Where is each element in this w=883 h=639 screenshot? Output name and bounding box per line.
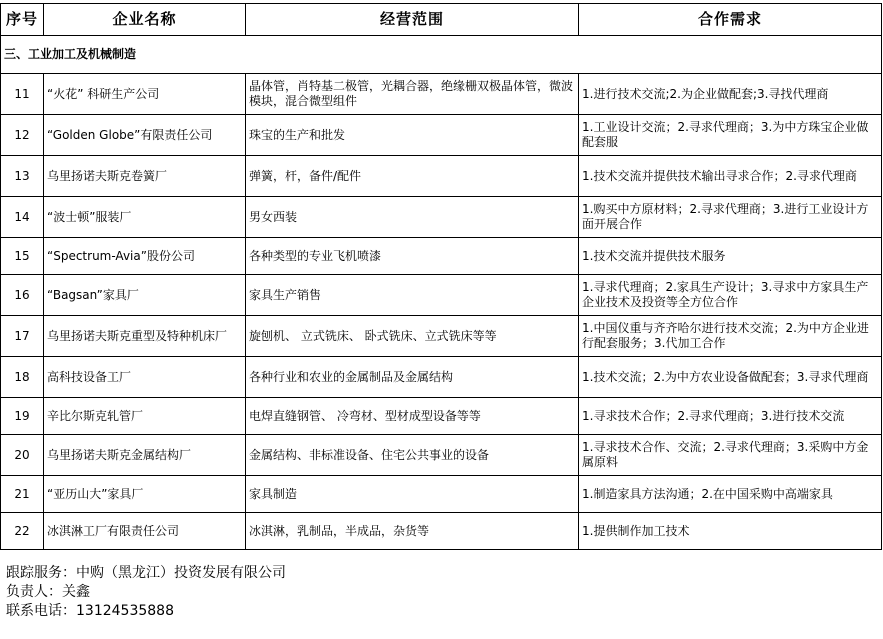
cell-seq[interactable]: 17 (1, 316, 44, 357)
cell-scope[interactable]: 各种类型的专业飞机喷漆 (246, 238, 579, 275)
footer-service[interactable]: 跟踪服务：中购（黑龙江）投资发展有限公司 (6, 565, 286, 581)
cell-seq[interactable]: 11 (1, 74, 44, 115)
table-row (1, 513, 882, 550)
cell-seq[interactable]: 14 (1, 197, 44, 238)
cell-needs[interactable]: 1.寻求技术合作、交流；2.寻求代理商；3.采购中方金属原料 (579, 435, 882, 476)
cell-scope[interactable]: 旋刨机、 立式铣床、 卧式铣床、立式铣床等等 (246, 316, 579, 357)
table-row (1, 74, 882, 115)
cell-company[interactable]: 乌里扬诺夫斯克金属结构厂 (44, 435, 246, 476)
cell-seq[interactable]: 19 (1, 398, 44, 435)
section-row (1, 36, 882, 74)
cell-company[interactable]: “火花” 科研生产公司 (44, 74, 246, 115)
cell-company[interactable]: 乌里扬诺夫斯克重型及特种机床厂 (44, 316, 246, 357)
table-row (1, 115, 882, 156)
cell-scope[interactable]: 男女西装 (246, 197, 579, 238)
cell-company[interactable]: “亚历山大”家具厂 (44, 476, 246, 513)
cell-seq[interactable]: 13 (1, 156, 44, 197)
cell-needs[interactable]: 1.进行技术交流;2.为企业做配套;3.寻找代理商 (579, 74, 882, 115)
cell-needs[interactable]: 1.技术交流并提供技术输出寻求合作；2.寻求代理商 (579, 156, 882, 197)
table-row (1, 238, 882, 275)
header-seq[interactable]: 序号 (1, 4, 44, 36)
cell-company[interactable]: “Spectrum-Avia”股份公司 (44, 238, 246, 275)
header-needs[interactable]: 合作需求 (579, 4, 882, 36)
cell-needs[interactable]: 1.技术交流并提供技术服务 (579, 238, 882, 275)
cell-seq[interactable]: 21 (1, 476, 44, 513)
cell-needs[interactable]: 1.技术交流；2.为中方农业设备做配套；3.寻求代理商 (579, 357, 882, 398)
header-scope[interactable]: 经营范围 (246, 4, 579, 36)
cell-seq[interactable]: 15 (1, 238, 44, 275)
cell-seq[interactable]: 16 (1, 275, 44, 316)
table-row (1, 156, 882, 197)
cell-seq[interactable]: 20 (1, 435, 44, 476)
header-row (1, 4, 882, 36)
cell-scope[interactable]: 电焊直缝钢管、 冷弯材、型材成型设备等等 (246, 398, 579, 435)
table-row (1, 476, 882, 513)
cell-needs[interactable]: 1.制造家具方法沟通；2.在中国采购中高端家具 (579, 476, 882, 513)
cell-needs[interactable]: 1.中国仪重与齐齐哈尔进行技术交流；2.为中方企业进行配套服务；3.代加工合作 (579, 316, 882, 357)
cell-needs[interactable]: 1.提供制作加工技术 (579, 513, 882, 550)
company-table (0, 3, 882, 550)
cell-company[interactable]: 高科技设备工厂 (44, 357, 246, 398)
footer-contact-person[interactable]: 负责人：关鑫 (6, 584, 90, 600)
cell-needs[interactable]: 1.寻求技术合作；2.寻求代理商；3.进行技术交流 (579, 398, 882, 435)
cell-scope[interactable]: 弹簧，杆，备件/配件 (246, 156, 579, 197)
cell-scope[interactable]: 珠宝的生产和批发 (246, 115, 579, 156)
cell-company[interactable]: “Bagsan”家具厂 (44, 275, 246, 316)
cell-seq[interactable]: 18 (1, 357, 44, 398)
cell-scope[interactable]: 家具制造 (246, 476, 579, 513)
table-row (1, 435, 882, 476)
table-row (1, 398, 882, 435)
cell-company[interactable]: 乌里扬诺夫斯克卷簧厂 (44, 156, 246, 197)
cell-scope[interactable]: 家具生产销售 (246, 275, 579, 316)
table-row (1, 357, 882, 398)
cell-company[interactable]: “Golden Globe”有限责任公司 (44, 115, 246, 156)
cell-scope[interactable]: 晶体管，肖特基二极管，光耦合器，绝缘栅双极晶体管，微波模块，混合微型组件 (246, 74, 579, 115)
cell-needs[interactable]: 1.寻求代理商；2.家具生产设计；3.寻求中方家具生产企业技术及投资等全方位合作 (579, 275, 882, 316)
table-row (1, 197, 882, 238)
cell-company[interactable]: “波士顿”服装厂 (44, 197, 246, 238)
cell-seq[interactable]: 12 (1, 115, 44, 156)
footer-info (6, 564, 286, 621)
cell-scope[interactable]: 各种行业和农业的金属制品及金属结构 (246, 357, 579, 398)
cell-company[interactable]: 辛比尔斯克轧管厂 (44, 398, 246, 435)
cell-seq[interactable]: 22 (1, 513, 44, 550)
table-row (1, 275, 882, 316)
cell-scope[interactable]: 金属结构、非标准设备、住宅公共事业的设备 (246, 435, 579, 476)
section-title[interactable]: 三、工业加工及机械制造 (1, 36, 882, 74)
cell-company[interactable]: 冰淇淋工厂有限责任公司 (44, 513, 246, 550)
table-row (1, 316, 882, 357)
header-company[interactable]: 企业名称 (44, 4, 246, 36)
cell-needs[interactable]: 1.购买中方原材料；2.寻求代理商；3.进行工业设计方面开展合作 (579, 197, 882, 238)
cell-needs[interactable]: 1.工业设计交流；2.寻求代理商；3.为中方珠宝企业做配套服 (579, 115, 882, 156)
cell-scope[interactable]: 冰淇淋，乳制品，半成品，杂货等 (246, 513, 579, 550)
footer-phone[interactable]: 联系电话：13124535888 (6, 603, 174, 619)
